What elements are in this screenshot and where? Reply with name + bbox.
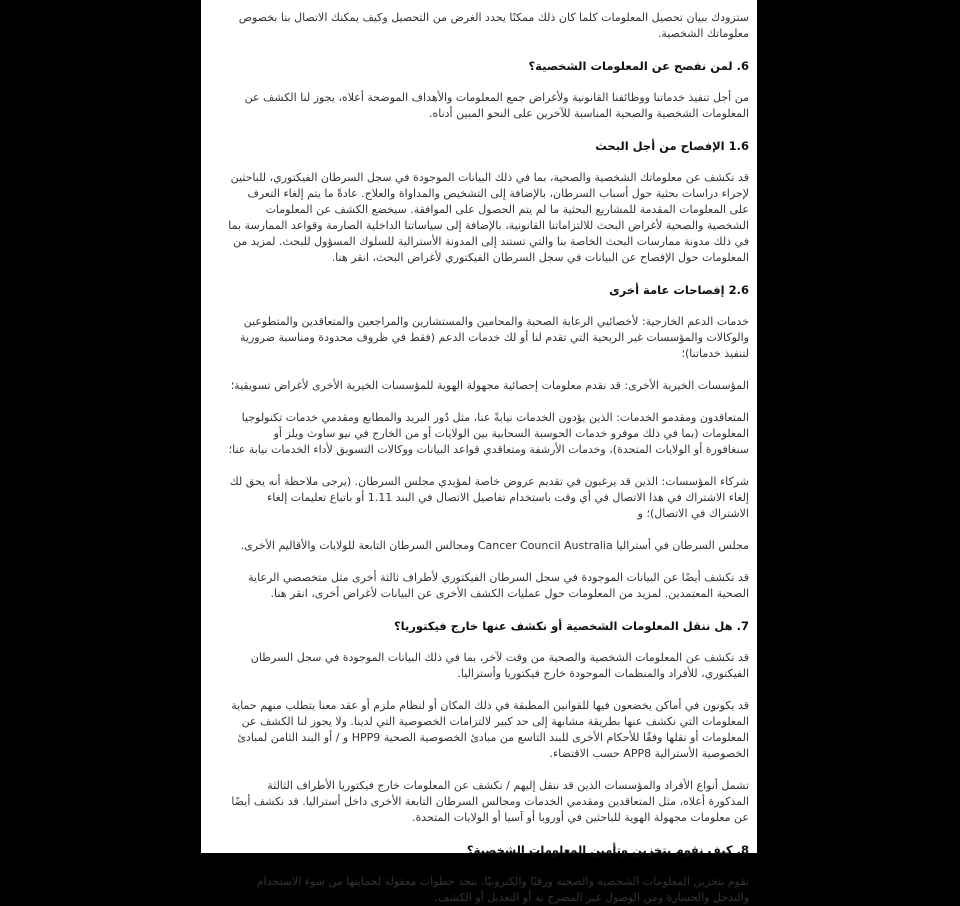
section-6-heading: 6. لمن نفصح عن المعلومات الشخصية؟ — [528, 59, 749, 73]
section-7-paragraph-3: تشمل أنواع الأفراد والمؤسسات الذين قد ننقل إليهم / نكشف عن المعلومات خارج فيكتوريا الأطراف الثالثة المذكورة أعلاه، مثل المتعاقدين ومقدمي الخدمات ومجالس السرطان التابعة الأخرى داخل أستراليا. قد نكشف أيضًا عن معلومات مجهولة الهوية للباحثين في أوروبا أو آسيا أو الولايات المتحدة. — [231, 779, 749, 824]
disclosure-item-charities: المؤسسات الخيرية الأخرى: قد نقدم معلومات إحصائية مجهولة الهوية للمؤسسات الخيرية الأخرى لأغراض تسويقية؛ — [230, 379, 749, 392]
section-6-2-heading: 2.6 إفصاحات عامة أخرى — [609, 283, 749, 297]
document-content — [201, 0, 757, 906]
disclosure-item-partners: شركاء المؤسسات: الذين قد يرغبون في تقديم عروض خاصة لمؤيدي مجلس السرطان. (يرجى ملاحظة أنه يحق لك إلغاء الاشتراك في هذا الاتصال في أي وقت باستخدام تفاصيل الاتصال في البند 1.11 أو باتباع تعليمات إلغاء الاشتراك في الاتصال)؛ و — [229, 475, 749, 520]
section-8-body: نقوم بتخزين المعلومات الشخصية والصحية ورقيًا والكترونيًا. نتخذ خطوات معقولة لحمايتها من سوء الاستخدام والتدخل والخسارة ومن الوصول غير المصرح به أو التعديل أو الكشف. — [256, 875, 749, 904]
section-6-1-body: قد نكشف عن معلوماتك الشخصية والصحية، بما في ذلك البيانات الموجودة في سجل السرطان الفيكتوري، للباحثين لإجراء دراسات بحثية حول أسباب السرطان، بالإضافة إلى التشخيص والمداواة والعلاج. عادةً ما يتم إلغاء التعرف على المعلومات المقدمة للمشاريع البحثية ما لم يتم الحصول على الموافقة. سيخضع الكشف عن المعلومات الشخصية والصحية لأغراض البحث للالتزاماتنا القانونية، بالإضافة إلى سياساتنا الداخلية الصارمة وقواعد الممارسة بما في ذلك مدونة ممارسات البحث الخاصة بنا والتي تستند إلى المدونة الأسترالية للسلوك المسؤول للبحث. لمزيد من المعلومات حول الإفصاح عن البيانات في سجل السرطان الفيكتوري لأغراض البحث، انقر هنا. — [228, 171, 749, 264]
section-6-2-closing: قد نكشف أيضًا عن البيانات الموجودة في سجل السرطان الفيكتوري لأطراف ثالثة أخرى مثل متخصصي الرعاية الصحية المعتمدين. لمزيد من المعلومات حول عمليات الكشف الأخرى عن البيانات لأغراض أخرى، انقر هنا. — [248, 571, 749, 600]
section-7-heading: 7. هل ننقل المعلومات الشخصية أو نكشف عنها خارج فيكتوريا؟ — [393, 619, 749, 633]
section-6-body: من أجل تنفيذ خدماتنا ووظائفنا القانونية ولأغراض جمع المعلومات والأهداف الموضحة أعلاه، يجوز لنا الكشف عن المعلومات الشخصية والصحية المناسبة للآخرين على النحو المبين أدناه. — [244, 91, 749, 120]
intro-paragraph: ستزودك ببيان تحصيل المعلومات كلما كان ذلك ممكنًا يحدد الغرض من التحصيل وكيف يمكنك الاتصال بنا بخصوص معلوماتك الشخصية. — [238, 11, 749, 40]
section-7-paragraph-1: قد نكشف عن المعلومات الشخصية والصحية من وقت لآخر، بما في ذلك البيانات الموجودة في سجل السرطان الفيكتوري، للأفراد والمنظمات الموجودة خارج فيكتوريا وأستراليا. — [250, 651, 749, 680]
section-6-1-heading: 1.6 الإفصاح من أجل البحث — [595, 139, 749, 153]
document-page — [201, 0, 757, 904]
disclosure-item-contractors: المتعاقدون ومقدمو الخدمات: الذين يؤدون الخدمات نيابةً عنا، مثل دُور البريد والمطابع ومقدمي خدمات تكنولوجيا المعلومات (بما في ذلك موفرو خدمات الحوسبة السحابية بين الولايات أو من الخارج في نيو ساوث ويلز أو سنغافورة أو الولايات المتحدة)، وخدمات الأرشفة ومتعاقدي قواعد البيانات ووكالات التسويق لأداء الخدمات نيابة عنا؛ — [228, 411, 749, 456]
section-8-heading: 8. كيف نقوم بتخزين وتأمين المعلومات الشخصية؟ — [466, 843, 749, 857]
section-7-paragraph-2: قد يكونون في أماكن يخضعون فيها للقوانين المطبقة في ذلك المكان أو لنظام ملزم أو عقد معنا يتطلب منهم حماية المعلومات التي نكشف عنها بطريقة مشابهة إلى حد كبير لالتزامات الخصوصية التي لدينا. ولا يجوز لنا الكشف عن المعلومات أو نقلها وفقًا للأحكام الأخرى للبند التاسع من مبادئ الخصوصية الصحية HPP9 و / أو البند الثامن لمبادئ الخصوصية الأسترالية APP8 حسب الاقتضاء. — [231, 699, 749, 760]
disclosure-item-external-support: خدمات الدعم الخارجية: لأخصائيي الرعاية الصحية والمحامين والمستشارين والمراجعين والمتعاقدين والمتطوعين والوكالات والمؤسسات غير الربحية التي تقدم لنا أو لك خدمات الدعم (فقط في ظروف محدودة ومناسبة ضرورية لتنفيذ خدماتنا)؛ — [240, 315, 749, 360]
disclosure-item-cancer-councils: مجلس السرطان في أستراليا Cancer Council Australia ومجالس السرطان التابعة للولايات والأقاليم الأخرى. — [240, 539, 749, 552]
